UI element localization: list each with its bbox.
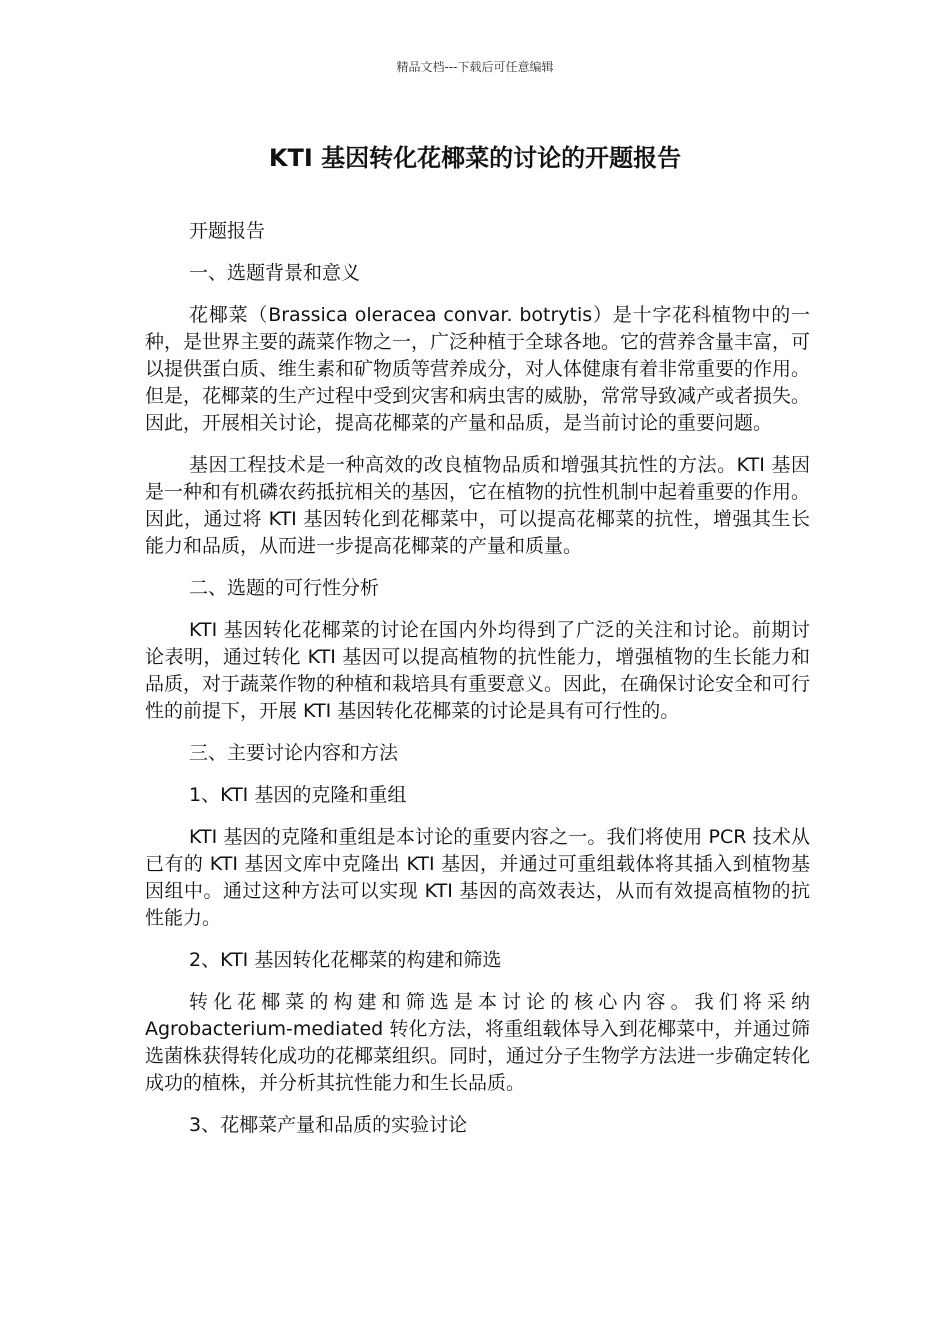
subsection-heading-yield-quality: 3、花椰菜产量和品质的实验讨论 — [189, 1114, 468, 1136]
paragraph-background-2: 基因工程技术是一种高效的改良植物品质和增强其抗性的方法。KTI 基因是一种和有机磷农药抵抗相关的基因，它在植物的抗性机制中起着重要的作用。因此，通过将 KTI 基因转化到花椰菜中，可以提高花椰菜的抗性，增强其生长能力和品质，从而进一步提高花椰菜的产量和质量。 — [145, 454, 811, 557]
section-heading-content-methods: 三、主要讨论内容和方法 — [189, 742, 399, 764]
section-heading-report: 开题报告 — [189, 220, 266, 242]
paragraph-background-1: 花椰菜（Brassica oleracea convar. botrytis）是十字花科植物中的一种，是世界主要的蔬菜作物之一，广泛种植于全球各地。它的营养含量丰富，可以提供蛋白质、维生素和矿物质等营养成分，对人体健康有着非常重要的作用。但是，花椰菜的生产过程中受到灾害和病虫害的威胁，常常导致减产或者损失。因此，开展相关讨论，提高花椰菜的产量和品质，是当前讨论的重要问题。 — [145, 304, 811, 434]
document-title: KTI 基因转化花椰菜的讨论的开题报告 — [268, 144, 682, 172]
paragraph-transformation: 转化花椰菜的构建和筛选是本讨论的核心内容。我们将采纳 Agrobacterium-mediated 转化方法，将重组载体导入到花椰菜中，并通过筛选菌株获得转化成功的花椰菜组织。同时，通过分子生物学方法进一步确定转化成功的植株，并分析其抗性能力和生长品质。 — [145, 991, 811, 1094]
document-body — [145, 218, 810, 1154]
section-heading-background: 一、选题背景和意义 — [189, 262, 361, 284]
section-heading-feasibility: 二、选题的可行性分析 — [189, 577, 380, 599]
page-header: 精品文档---下载后可任意编辑 — [396, 60, 554, 74]
subsection-heading-cloning: 1、KTI 基因的克隆和重组 — [189, 784, 407, 806]
subsection-heading-transformation: 2、KTI 基因转化花椰菜的构建和筛选 — [189, 949, 502, 971]
paragraph-feasibility: KTI 基因转化花椰菜的讨论在国内外均得到了广泛的关注和讨论。前期讨论表明，通过转化 KTI 基因可以提高植物的抗性能力，增强植物的生长能力和品质，对于蔬菜作物的种植和栽培具有重要意义。因此，在确保讨论安全和可行性的前提下，开展 KTI 基因转化花椰菜的讨论是具有可行性的。 — [145, 619, 811, 722]
paragraph-cloning: KTI 基因的克隆和重组是本讨论的重要内容之一。我们将使用 PCR 技术从已有的 KTI 基因文库中克隆出 KTI 基因，并通过可重组载体将其插入到植物基因组中。通过这种方法可以实现 KTI 基因的高效表达，从而有效提高植物的抗性能力。 — [145, 826, 810, 929]
